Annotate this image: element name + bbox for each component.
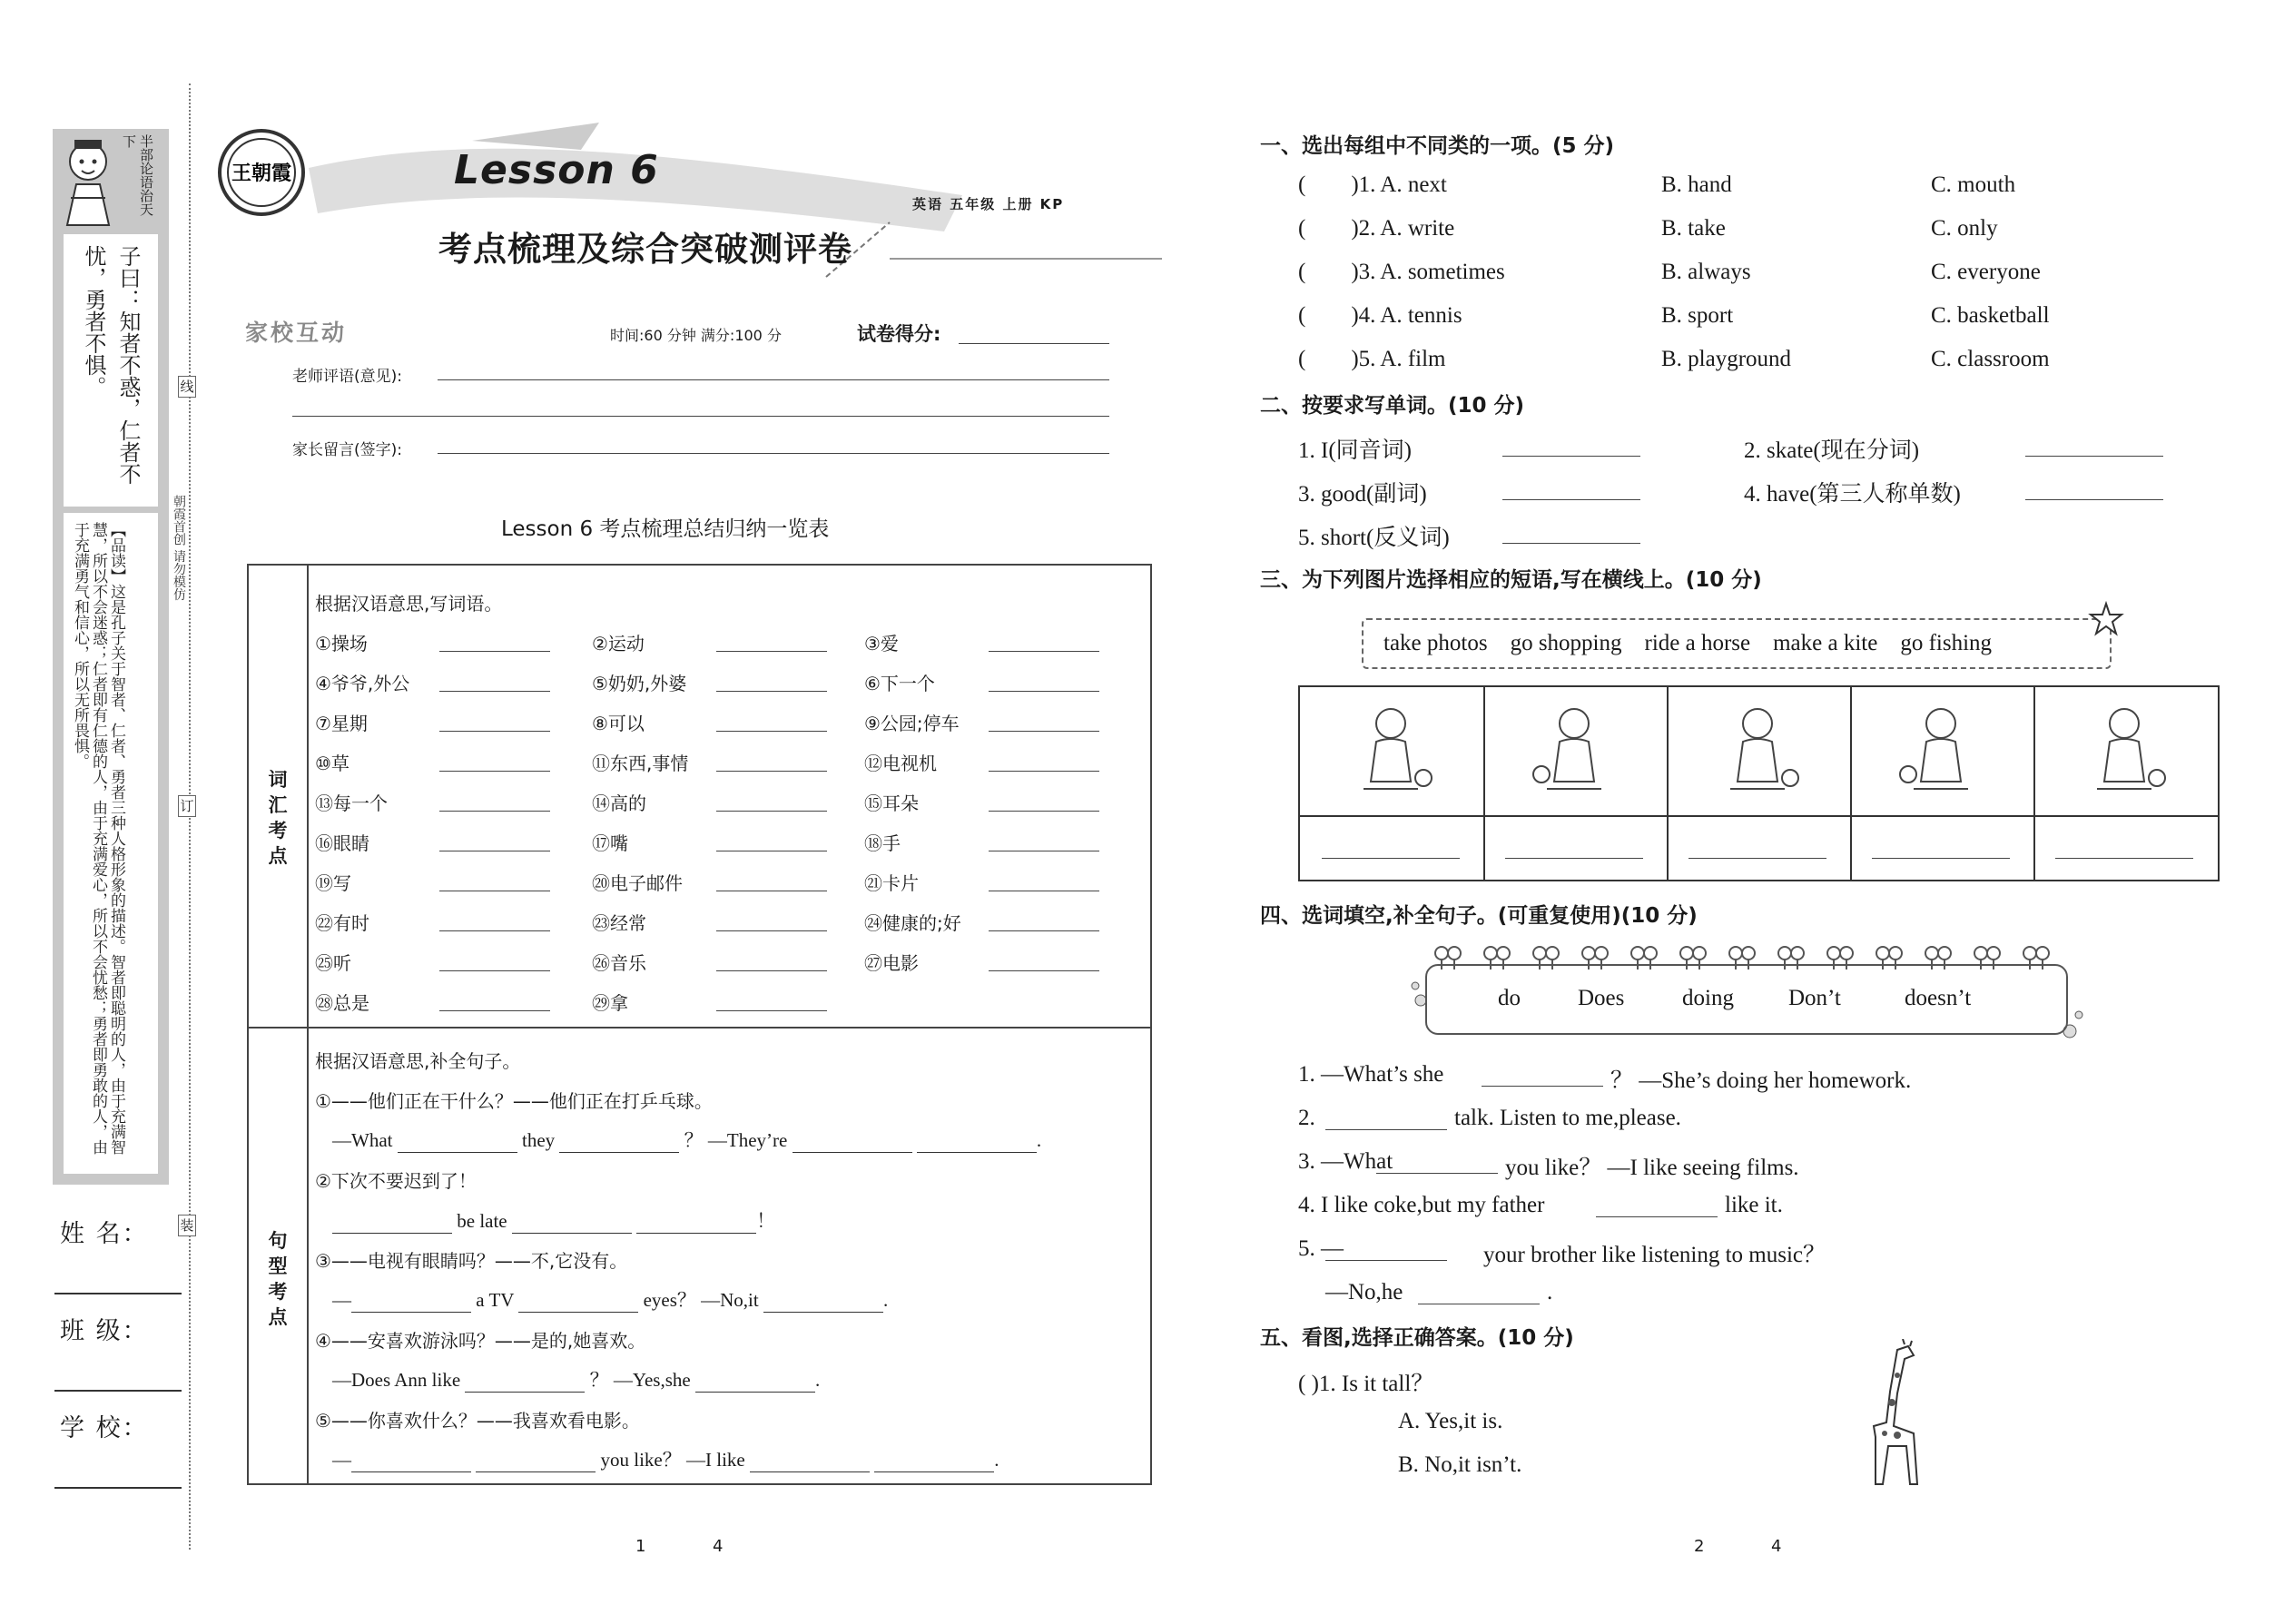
vocab-item: ⑤奶奶,外婆 (592, 673, 687, 694)
s2-part-b: be late (457, 1210, 507, 1232)
choice-item-a[interactable]: ( )4. A. tennis (1298, 303, 1462, 328)
vocab-item: ⑨公园;停车 (864, 713, 960, 734)
teacher-comment-label: 老师评语(意见): (292, 368, 402, 386)
vocab-answer-blank[interactable] (716, 930, 827, 931)
vocab-item: ④爷爷,外公 (315, 673, 410, 694)
s5-blank-3[interactable] (750, 1471, 870, 1472)
fill-sentence-start: 1. —What’s she (1298, 1062, 1444, 1087)
vocab-answer-blank[interactable] (439, 771, 550, 772)
vocab-answer-blank[interactable] (989, 691, 1099, 692)
picture-table-divider (1300, 815, 2218, 817)
section-5-title: 五、看图,选择正确答案。(10 分) (1260, 1326, 1574, 1350)
confucius-scholar-icon (58, 134, 118, 229)
left-page-number: 1 (635, 1537, 646, 1556)
s3-part-c: eyes？ —No,it (643, 1289, 759, 1311)
s2-blank-2[interactable] (512, 1232, 632, 1234)
s3-part-a: — (332, 1289, 351, 1311)
vocab-item: ⑮耳朵 (864, 792, 919, 814)
cut-mark-xian: 线 (178, 376, 196, 398)
sentence-label-line1: 句型 (268, 1230, 288, 1277)
fill-sentence-blank[interactable] (1376, 1173, 1498, 1174)
pindu-text: 【品读】这是孔子关于智者、仁者、勇者三种人格形象的描述。智者即聪明的人，由于充满智慧，所以不会迷惑；仁者即有仁德的人，由于充满爱心，所以不会忧愁；勇者即勇敢的人，由于充满勇气和信心，所以无所畏惧。 (71, 522, 125, 1155)
horse-rider-icon (2033, 687, 2218, 815)
vocab-answer-blank[interactable] (716, 811, 827, 812)
s3-blank-2[interactable] (518, 1311, 638, 1313)
teacher-comment-line2[interactable] (292, 416, 1109, 417)
picture-answer-blank[interactable] (1689, 858, 1826, 859)
s2-item-1: 1. I(同音词) (1298, 438, 1412, 463)
choice-item-c[interactable]: C. classroom (1931, 347, 2050, 371)
section-3-title: 三、为下列图片选择相应的短语,写在横线上。(10 分) (1260, 568, 1762, 592)
vocab-item: ⑥下一个 (864, 673, 935, 694)
vocab-answer-blank[interactable] (439, 691, 550, 692)
vocab-item: ⑰嘴 (592, 832, 628, 854)
choice-item-c[interactable]: C. mouth (1931, 172, 2016, 197)
score-label: 试卷得分: (857, 323, 941, 345)
left-page-total: 4 (713, 1537, 724, 1556)
sentence-2-english (332, 1206, 775, 1234)
sentence-3-chinese: ③——电视有眼睛吗？——不,它没有。 (315, 1250, 628, 1272)
phrase-bank (1362, 618, 2112, 669)
fill-sentence-end: ？ —She’s doing her homework. (1610, 1068, 1912, 1093)
vocab-answer-blank[interactable] (716, 731, 827, 732)
s4-part-a: —Does Ann like (332, 1369, 461, 1391)
right-page-number: 2 (1694, 1537, 1705, 1556)
word-bank-word: doesn’t (1905, 986, 1972, 1010)
s5-blank-4[interactable] (874, 1471, 994, 1472)
section-4-title: 四、选词填空,补全句子。(可重复使用)(10 分) (1260, 904, 1698, 928)
s1-blank-3[interactable] (793, 1151, 912, 1153)
s2-blank-3[interactable] (636, 1232, 756, 1234)
picture-answer-blank[interactable] (1872, 858, 2010, 859)
choice-item-c[interactable]: C. everyone (1931, 260, 2041, 284)
vocab-item: ㉖音乐 (592, 952, 646, 974)
s2-item-1-blank[interactable] (1502, 456, 1640, 457)
table-divider-horizontal (249, 1027, 1150, 1029)
sentence-5-english: — you like？ —I like . (332, 1449, 999, 1471)
cut-mark-ding: 订 (178, 795, 196, 817)
vocab-item: ㉔健康的;好 (864, 912, 961, 934)
vocab-instruction: 根据汉语意思,写词语。 (315, 593, 503, 615)
vocab-answer-blank[interactable] (716, 771, 827, 772)
binding-mini-caption: 半部论语治天下 (121, 134, 154, 216)
vocab-item: ⑩草 (315, 753, 350, 774)
vocab-section-label (260, 767, 296, 869)
confucius-quote-part1: 子曰：知者不惑，仁者不 (115, 245, 141, 485)
vocab-answer-blank[interactable] (439, 651, 550, 652)
s1-part-b: they (521, 1129, 556, 1151)
vocab-label-line2: 考点 (268, 820, 288, 867)
choice-item-b[interactable]: B. playground (1661, 347, 1792, 371)
sentence-instruction: 根据汉语意思,补全句子。 (315, 1050, 521, 1072)
s2-item-5-blank[interactable] (1502, 543, 1640, 544)
sentence-1-chinese: ①——他们正在干什么？——他们正在打乒乓球。 (315, 1090, 713, 1112)
s4-end: . (814, 1369, 821, 1391)
fill-sentence-end: like it. (1725, 1193, 1783, 1217)
name-label: 姓 名： (60, 1220, 149, 1248)
fill-sentence-start: 2. (1298, 1106, 1315, 1130)
s4-blank-2[interactable] (695, 1391, 815, 1393)
vocab-label-line1: 词汇 (268, 769, 288, 816)
fill-sentence-blank[interactable] (1325, 1260, 1447, 1261)
vocab-answer-blank[interactable] (439, 1010, 550, 1011)
vocab-item: ㉙拿 (592, 992, 628, 1014)
word-bank-word: Does (1578, 986, 1625, 1010)
s2-item-4: 4. have(第三人称单数) (1744, 482, 1961, 507)
vocab-answer-blank[interactable] (439, 970, 550, 971)
choice-item-b[interactable]: B. take (1661, 216, 1726, 241)
vocab-item: ⑧可以 (592, 713, 645, 734)
vocab-item: ㉓经常 (592, 912, 646, 934)
vocab-answer-blank[interactable] (989, 811, 1099, 812)
sentence-5-chinese: ⑤——你喜欢什么？——我喜欢看电影。 (315, 1410, 640, 1432)
lesson-title: Lesson 6 (454, 147, 659, 193)
s1-blank-2[interactable] (559, 1151, 679, 1153)
fill-sentence-start: 3. —What (1298, 1149, 1393, 1174)
fill-sentence-blank[interactable] (1325, 1129, 1447, 1130)
home-school-badge: 家校互动 (245, 320, 348, 346)
vocab-item: ③爱 (864, 633, 899, 655)
school-label: 学 校： (60, 1414, 149, 1442)
s2-end: ！ (756, 1210, 776, 1232)
vocab-answer-blank[interactable] (989, 970, 1099, 971)
giraffe-icon (1834, 1339, 1938, 1493)
s1-blank-4[interactable] (917, 1151, 1037, 1153)
vocab-item: ㉒有时 (315, 912, 369, 934)
vocab-item: ㉘总是 (315, 992, 369, 1014)
s2-item-2: 2. skate(现在分词) (1744, 438, 1920, 463)
vocab-answer-blank[interactable] (989, 651, 1099, 652)
vocab-answer-blank[interactable] (716, 651, 827, 652)
shopping-boy-icon (1300, 687, 1484, 815)
section-1-title: 一、选出每组中不同类的一项。(5 分) (1260, 134, 1615, 158)
side-note: 朝霞首创 请勿模仿 (172, 495, 186, 601)
choice-item-c[interactable]: C. basketball (1931, 303, 2050, 328)
confucius-quote-part2: 忧，勇者不惧。 (81, 245, 106, 398)
parent-note-field[interactable] (438, 453, 1109, 454)
s4-blank-1[interactable] (465, 1391, 585, 1393)
s2-item-5: 5. short(反义词) (1298, 526, 1450, 550)
s5-question: ( )1. Is it tall？ (1298, 1372, 1434, 1396)
camera-man-icon (1667, 687, 1851, 815)
word-bank-word: Don’t (1788, 986, 1841, 1010)
s1-part-c: ？ —They’re (684, 1129, 788, 1151)
cut-mark-zhuang: 装 (178, 1215, 196, 1236)
fill-sentence-blank[interactable] (1482, 1086, 1603, 1087)
vocab-item: ⑱手 (864, 832, 901, 854)
phrase-bank-text: take photos go shopping ride a horse make a kite go fishing (1383, 631, 1993, 655)
vocab-answer-blank[interactable] (989, 771, 1099, 772)
fill-sentence-end: you like？ —I like seeing films. (1505, 1156, 1799, 1180)
vocab-item: ⑳电子邮件 (592, 872, 683, 894)
choice-item-a[interactable]: ( )3. A. sometimes (1298, 260, 1505, 284)
vocab-answer-blank[interactable] (439, 731, 550, 732)
svg-text:王朝霞: 王朝霞 (231, 162, 292, 185)
vocab-item: ⑯眼睛 (315, 832, 369, 854)
fill-sentence-start: 5. — (1298, 1236, 1344, 1261)
fishing-boy-icon (1850, 687, 2034, 815)
vocab-item: ⑦星期 (315, 713, 368, 734)
subject-tags: 英语 五年级 上册 KP (912, 196, 1065, 212)
sentence-4-english (332, 1365, 820, 1393)
vocab-item: ㉑卡片 (864, 872, 919, 894)
fill-sentence-start: 4. I like coke,but my father (1298, 1193, 1545, 1217)
brand-logo (216, 127, 307, 218)
s5-blank-2[interactable] (476, 1471, 596, 1472)
teacher-comment-field[interactable] (438, 379, 1109, 380)
vocab-item: ⑬每一个 (315, 792, 388, 814)
fill-sentence-end: talk. Listen to me,please. (1454, 1106, 1681, 1130)
fill-sentence-start: —No,he (1325, 1280, 1403, 1304)
word-bank (1425, 964, 2068, 1035)
sentence-section-label (260, 1228, 296, 1330)
vocab-item: ⑭高的 (592, 792, 646, 814)
school-field[interactable] (54, 1487, 182, 1489)
s4-part-b: ？ —Yes,she (589, 1369, 691, 1391)
sentence-2-chinese: ②下次不要迟到了！ (315, 1170, 477, 1192)
choice-item-c[interactable]: C. only (1931, 216, 1998, 241)
time-info: 时间:60 分钟 满分:100 分 (610, 327, 782, 344)
vocab-answer-blank[interactable] (989, 731, 1099, 732)
sentence-4-chinese: ④——安喜欢游泳吗？——是的,她喜欢。 (315, 1330, 646, 1352)
s3-part-b: a TV (476, 1289, 515, 1311)
vocab-answer-blank[interactable] (716, 691, 827, 692)
choice-item-b[interactable]: B. hand (1661, 172, 1732, 197)
exam-title: 考点梳理及综合突破测评卷 (438, 229, 852, 269)
class-field[interactable] (54, 1390, 182, 1392)
summary-table (247, 564, 1152, 1485)
s2-item-4-blank[interactable] (2025, 499, 2163, 500)
star-icon (2088, 601, 2124, 637)
vocab-item: ⑲写 (315, 872, 351, 894)
s1-blank-1[interactable] (398, 1151, 517, 1153)
s2-item-3: 3. good(副词) (1298, 482, 1427, 507)
right-page-total: 4 (1771, 1537, 1782, 1556)
choice-item-b[interactable]: B. sport (1661, 303, 1734, 328)
s3-blank-1[interactable] (351, 1311, 471, 1313)
kite-making-icon (1483, 687, 1668, 815)
sentence-3-english (332, 1285, 888, 1313)
fill-sentence-blank[interactable] (1596, 1216, 1718, 1217)
word-bank-word: do (1498, 986, 1521, 1010)
s2-blank-1[interactable] (332, 1232, 452, 1234)
s5-part-c: you like？ —I like (600, 1449, 745, 1471)
fill-sentence-end: . (1547, 1280, 1553, 1304)
s3-blank-3[interactable] (763, 1311, 883, 1313)
s5-option-b[interactable]: B. No,it isn’t. (1398, 1452, 1522, 1477)
vocab-answer-blank[interactable] (716, 970, 827, 971)
vocab-answer-blank[interactable] (439, 811, 550, 812)
s5-blank-1[interactable] (351, 1471, 471, 1472)
vocab-item: ㉕听 (315, 952, 351, 974)
class-label: 班 级： (60, 1317, 149, 1345)
vocab-item: ⑪东西,事情 (592, 753, 689, 774)
section-2-title: 二、按要求写单词。(10 分) (1260, 394, 1525, 418)
quote-box (64, 234, 158, 507)
vocab-item: ①操场 (315, 633, 368, 655)
parent-note-label: 家长留言(签字): (292, 441, 402, 459)
score-field[interactable] (959, 343, 1109, 344)
vocab-answer-blank[interactable] (439, 930, 550, 931)
picture-table (1298, 685, 2220, 881)
picture-answer-blank[interactable] (1505, 858, 1643, 859)
s1-part-a: —What (332, 1129, 393, 1151)
choice-item-a[interactable]: ( )1. A. next (1298, 172, 1447, 197)
picture-answer-blank[interactable] (1322, 858, 1460, 859)
choice-item-a[interactable]: ( )2. A. write (1298, 216, 1455, 241)
s3-end: . (882, 1289, 889, 1311)
picture-answer-blank[interactable] (2055, 858, 2193, 859)
vocab-answer-blank[interactable] (716, 1010, 827, 1011)
s2-item-3-blank[interactable] (1502, 499, 1640, 500)
s2-item-2-blank[interactable] (2025, 456, 2163, 457)
vocab-item: ㉗电影 (864, 952, 919, 974)
vocab-answer-blank[interactable] (989, 930, 1099, 931)
word-bank-word: doing (1682, 986, 1734, 1010)
choice-item-b[interactable]: B. always (1661, 260, 1751, 284)
s5-part-a: — (332, 1449, 351, 1471)
sentence-1-english: —What they ？ —They’re . (332, 1129, 1042, 1151)
name-field[interactable] (54, 1293, 182, 1294)
summary-table-title: Lesson 6 考点梳理总结归纳一览表 (501, 517, 830, 541)
table-divider-vertical (307, 566, 309, 1483)
s5-option-a[interactable]: A. Yes,it is. (1398, 1409, 1503, 1433)
vocab-item: ⑫电视机 (864, 753, 937, 774)
fill-sentence-end: your brother like listening to music？ (1483, 1243, 1826, 1267)
choice-item-a[interactable]: ( )5. A. film (1298, 347, 1446, 371)
vocab-item: ②运动 (592, 633, 645, 655)
sentence-label-line2: 考点 (268, 1281, 288, 1328)
